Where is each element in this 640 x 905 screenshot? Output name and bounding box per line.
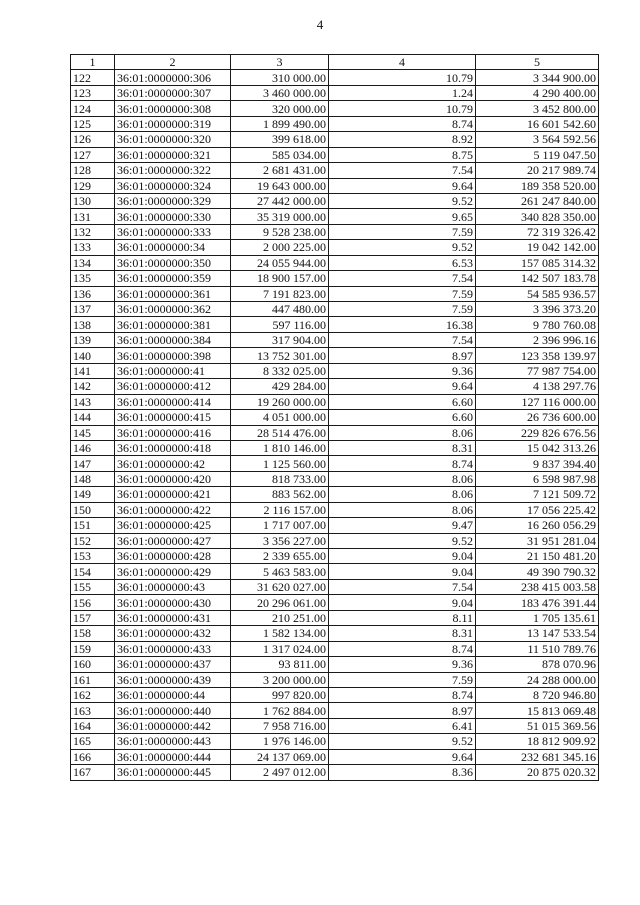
table-row <box>71 749 599 764</box>
value-cell: 3 200 000.00 <box>231 672 329 687</box>
value-cell: 18 900 157.00 <box>231 271 329 286</box>
cadastral-number-cell: 36:01:0000000:329 <box>115 193 231 208</box>
rate-cell: 8.74 <box>329 456 476 471</box>
row-number-cell: 140 <box>71 348 115 363</box>
row-number-cell: 126 <box>71 132 115 147</box>
table-row <box>71 734 599 749</box>
total-cell: 19 042 142.00 <box>476 240 599 255</box>
total-cell: 20 217 989.74 <box>476 163 599 178</box>
total-cell: 11 510 789.76 <box>476 641 599 656</box>
table-row <box>71 595 599 610</box>
rate-cell: 8.74 <box>329 687 476 702</box>
cadastral-number-cell: 36:01:0000000:443 <box>115 734 231 749</box>
row-number-cell: 130 <box>71 193 115 208</box>
row-number-cell: 133 <box>71 240 115 255</box>
value-cell: 5 463 583.00 <box>231 564 329 579</box>
value-cell: 35 319 000.00 <box>231 209 329 224</box>
table-row <box>71 332 599 347</box>
cadastral-number-cell: 36:01:0000000:430 <box>115 595 231 610</box>
table-row <box>71 425 599 440</box>
total-cell: 13 147 533.54 <box>476 626 599 641</box>
total-cell: 9 780 760.08 <box>476 317 599 332</box>
row-number-cell: 134 <box>71 255 115 270</box>
table-row <box>71 209 599 224</box>
cadastral-number-cell: 36:01:0000000:44 <box>115 687 231 702</box>
row-number-cell: 158 <box>71 626 115 641</box>
row-number-cell: 122 <box>71 70 115 85</box>
table-row <box>71 410 599 425</box>
cadastral-number-cell: 36:01:0000000:308 <box>115 101 231 116</box>
table-header <box>71 55 599 70</box>
rate-cell: 9.65 <box>329 209 476 224</box>
table-row <box>71 394 599 409</box>
cadastral-number-cell: 36:01:0000000:415 <box>115 410 231 425</box>
cadastral-number-cell: 36:01:0000000:442 <box>115 718 231 733</box>
value-cell: 818 733.00 <box>231 471 329 486</box>
rate-cell: 7.54 <box>329 163 476 178</box>
row-number-cell: 165 <box>71 734 115 749</box>
rate-cell: 10.79 <box>329 70 476 85</box>
cadastral-number-cell: 36:01:0000000:324 <box>115 178 231 193</box>
row-number-cell: 150 <box>71 502 115 517</box>
row-number-cell: 146 <box>71 440 115 455</box>
value-cell: 2 339 655.00 <box>231 549 329 564</box>
cadastral-number-cell: 36:01:0000000:445 <box>115 765 231 780</box>
row-number-cell: 161 <box>71 672 115 687</box>
total-cell: 8 720 946.80 <box>476 687 599 702</box>
total-cell: 5 119 047.50 <box>476 147 599 162</box>
row-number-cell: 159 <box>71 641 115 656</box>
total-cell: 6 598 987.98 <box>476 471 599 486</box>
rate-cell: 8.06 <box>329 487 476 502</box>
cadastral-number-cell: 36:01:0000000:429 <box>115 564 231 579</box>
rate-cell: 9.52 <box>329 533 476 548</box>
rate-cell: 7.59 <box>329 224 476 239</box>
cadastral-number-cell: 36:01:0000000:439 <box>115 672 231 687</box>
cadastral-number-cell: 36:01:0000000:444 <box>115 749 231 764</box>
row-number-cell: 163 <box>71 703 115 718</box>
rate-cell: 7.59 <box>329 286 476 301</box>
cadastral-number-cell: 36:01:0000000:432 <box>115 626 231 641</box>
rate-cell: 9.36 <box>329 657 476 672</box>
rate-cell: 9.64 <box>329 749 476 764</box>
row-number-cell: 123 <box>71 85 115 100</box>
total-cell: 4 290 400.00 <box>476 85 599 100</box>
table-row <box>71 564 599 579</box>
total-cell: 15 813 069.48 <box>476 703 599 718</box>
total-cell: 18 812 909.92 <box>476 734 599 749</box>
cadastral-number-cell: 36:01:0000000:420 <box>115 471 231 486</box>
cadastral-number-cell: 36:01:0000000:320 <box>115 132 231 147</box>
rate-cell: 8.06 <box>329 502 476 517</box>
row-number-cell: 157 <box>71 610 115 625</box>
rate-cell: 9.52 <box>329 240 476 255</box>
value-cell: 447 480.00 <box>231 302 329 317</box>
rate-cell: 6.53 <box>329 255 476 270</box>
cadastral-number-cell: 36:01:0000000:425 <box>115 518 231 533</box>
cadastral-number-cell: 36:01:0000000:416 <box>115 425 231 440</box>
row-number-cell: 137 <box>71 302 115 317</box>
total-cell: 16 601 542.60 <box>476 116 599 131</box>
cadastral-number-cell: 36:01:0000000:359 <box>115 271 231 286</box>
rate-cell: 9.52 <box>329 734 476 749</box>
row-number-cell: 128 <box>71 163 115 178</box>
column-header: 5 <box>476 55 599 70</box>
rate-cell: 8.11 <box>329 610 476 625</box>
cadastral-number-cell: 36:01:0000000:427 <box>115 533 231 548</box>
rate-cell: 7.59 <box>329 672 476 687</box>
rate-cell: 8.97 <box>329 348 476 363</box>
value-cell: 27 442 000.00 <box>231 193 329 208</box>
data-table <box>70 54 599 781</box>
row-number-cell: 139 <box>71 332 115 347</box>
row-number-cell: 147 <box>71 456 115 471</box>
row-number-cell: 153 <box>71 549 115 564</box>
cadastral-number-cell: 36:01:0000000:398 <box>115 348 231 363</box>
table-row <box>71 163 599 178</box>
cadastral-number-cell: 36:01:0000000:414 <box>115 394 231 409</box>
value-cell: 24 137 069.00 <box>231 749 329 764</box>
cadastral-number-cell: 36:01:0000000:437 <box>115 657 231 672</box>
value-cell: 2 497 012.00 <box>231 765 329 780</box>
table-row <box>71 502 599 517</box>
row-number-cell: 155 <box>71 579 115 594</box>
value-cell: 1 125 560.00 <box>231 456 329 471</box>
cadastral-number-cell: 36:01:0000000:350 <box>115 255 231 270</box>
rate-cell: 6.60 <box>329 394 476 409</box>
table-row <box>71 487 599 502</box>
column-header: 3 <box>231 55 329 70</box>
total-cell: 20 875 020.32 <box>476 765 599 780</box>
table-row <box>71 255 599 270</box>
cadastral-number-cell: 36:01:0000000:307 <box>115 85 231 100</box>
table-row <box>71 626 599 641</box>
row-number-cell: 160 <box>71 657 115 672</box>
row-number-cell: 166 <box>71 749 115 764</box>
value-cell: 2 000 225.00 <box>231 240 329 255</box>
value-cell: 317 904.00 <box>231 332 329 347</box>
value-cell: 3 460 000.00 <box>231 85 329 100</box>
value-cell: 13 752 301.00 <box>231 348 329 363</box>
value-cell: 1 810 146.00 <box>231 440 329 455</box>
value-cell: 429 284.00 <box>231 379 329 394</box>
value-cell: 210 251.00 <box>231 610 329 625</box>
total-cell: 157 085 314.32 <box>476 255 599 270</box>
total-cell: 183 476 391.44 <box>476 595 599 610</box>
value-cell: 597 116.00 <box>231 317 329 332</box>
table-row <box>71 610 599 625</box>
value-cell: 1 976 146.00 <box>231 734 329 749</box>
row-number-cell: 141 <box>71 363 115 378</box>
rate-cell: 10.79 <box>329 101 476 116</box>
table-row <box>71 193 599 208</box>
table-body <box>71 70 599 780</box>
rate-cell: 7.59 <box>329 302 476 317</box>
row-number-cell: 152 <box>71 533 115 548</box>
table-row <box>71 348 599 363</box>
value-cell: 93 811.00 <box>231 657 329 672</box>
table-row <box>71 641 599 656</box>
value-cell: 19 260 000.00 <box>231 394 329 409</box>
cadastral-number-cell: 36:01:0000000:412 <box>115 379 231 394</box>
cadastral-number-cell: 36:01:0000000:361 <box>115 286 231 301</box>
row-number-cell: 131 <box>71 209 115 224</box>
table-row <box>71 70 599 85</box>
total-cell: 72 319 326.42 <box>476 224 599 239</box>
rate-cell: 9.64 <box>329 178 476 193</box>
cadastral-number-cell: 36:01:0000000:333 <box>115 224 231 239</box>
value-cell: 1 717 007.00 <box>231 518 329 533</box>
rate-cell: 7.54 <box>329 332 476 347</box>
total-cell: 24 288 000.00 <box>476 672 599 687</box>
rate-cell: 8.06 <box>329 425 476 440</box>
rate-cell: 9.04 <box>329 549 476 564</box>
table-row <box>71 657 599 672</box>
value-cell: 19 643 000.00 <box>231 178 329 193</box>
table-row <box>71 765 599 780</box>
rate-cell: 8.92 <box>329 132 476 147</box>
rate-cell: 8.06 <box>329 471 476 486</box>
table-row <box>71 101 599 116</box>
value-cell: 585 034.00 <box>231 147 329 162</box>
row-number-cell: 125 <box>71 116 115 131</box>
column-header: 2 <box>115 55 231 70</box>
total-cell: 17 056 225.42 <box>476 502 599 517</box>
total-cell: 4 138 297.76 <box>476 379 599 394</box>
row-number-cell: 142 <box>71 379 115 394</box>
row-number-cell: 144 <box>71 410 115 425</box>
total-cell: 54 585 936.57 <box>476 286 599 301</box>
rate-cell: 9.52 <box>329 193 476 208</box>
table-row <box>71 703 599 718</box>
table-row <box>71 718 599 733</box>
value-cell: 4 051 000.00 <box>231 410 329 425</box>
total-cell: 127 116 000.00 <box>476 394 599 409</box>
cadastral-number-cell: 36:01:0000000:421 <box>115 487 231 502</box>
cadastral-number-cell: 36:01:0000000:428 <box>115 549 231 564</box>
table-row <box>71 178 599 193</box>
cadastral-number-cell: 36:01:0000000:42 <box>115 456 231 471</box>
table-row <box>71 240 599 255</box>
total-cell: 26 736 600.00 <box>476 410 599 425</box>
header-row <box>71 55 599 70</box>
value-cell: 997 820.00 <box>231 687 329 702</box>
rate-cell: 8.74 <box>329 116 476 131</box>
row-number-cell: 149 <box>71 487 115 502</box>
cadastral-number-cell: 36:01:0000000:433 <box>115 641 231 656</box>
row-number-cell: 156 <box>71 595 115 610</box>
value-cell: 7 191 823.00 <box>231 286 329 301</box>
value-cell: 31 620 027.00 <box>231 579 329 594</box>
table-row <box>71 672 599 687</box>
rate-cell: 7.54 <box>329 579 476 594</box>
row-number-cell: 132 <box>71 224 115 239</box>
value-cell: 20 296 061.00 <box>231 595 329 610</box>
cadastral-number-cell: 36:01:0000000:418 <box>115 440 231 455</box>
value-cell: 1 762 884.00 <box>231 703 329 718</box>
total-cell: 3 564 592.56 <box>476 132 599 147</box>
total-cell: 77 987 754.00 <box>476 363 599 378</box>
rate-cell: 9.36 <box>329 363 476 378</box>
table-row <box>71 116 599 131</box>
cadastral-number-cell: 36:01:0000000:43 <box>115 579 231 594</box>
value-cell: 320 000.00 <box>231 101 329 116</box>
cadastral-number-cell: 36:01:0000000:431 <box>115 610 231 625</box>
rate-cell: 9.64 <box>329 379 476 394</box>
total-cell: 229 826 676.56 <box>476 425 599 440</box>
rate-cell: 9.04 <box>329 564 476 579</box>
cadastral-number-cell: 36:01:0000000:362 <box>115 302 231 317</box>
total-cell: 1 705 135.61 <box>476 610 599 625</box>
table-row <box>71 440 599 455</box>
total-cell: 189 358 520.00 <box>476 178 599 193</box>
cadastral-number-cell: 36:01:0000000:306 <box>115 70 231 85</box>
row-number-cell: 154 <box>71 564 115 579</box>
value-cell: 8 332 025.00 <box>231 363 329 378</box>
table-row <box>71 518 599 533</box>
table-row <box>71 687 599 702</box>
value-cell: 1 582 134.00 <box>231 626 329 641</box>
row-number-cell: 135 <box>71 271 115 286</box>
total-cell: 15 042 313.26 <box>476 440 599 455</box>
value-cell: 883 562.00 <box>231 487 329 502</box>
rate-cell: 8.31 <box>329 626 476 641</box>
rate-cell: 8.74 <box>329 641 476 656</box>
value-cell: 2 681 431.00 <box>231 163 329 178</box>
total-cell: 238 415 003.58 <box>476 579 599 594</box>
rate-cell: 8.75 <box>329 147 476 162</box>
value-cell: 24 055 944.00 <box>231 255 329 270</box>
total-cell: 2 396 996.16 <box>476 332 599 347</box>
total-cell: 142 507 183.78 <box>476 271 599 286</box>
row-number-cell: 148 <box>71 471 115 486</box>
table-row <box>71 533 599 548</box>
table-row <box>71 579 599 594</box>
total-cell: 878 070.96 <box>476 657 599 672</box>
rate-cell: 7.54 <box>329 271 476 286</box>
value-cell: 3 356 227.00 <box>231 533 329 548</box>
row-number-cell: 129 <box>71 178 115 193</box>
rate-cell: 9.04 <box>329 595 476 610</box>
table-row <box>71 302 599 317</box>
cadastral-number-cell: 36:01:0000000:321 <box>115 147 231 162</box>
total-cell: 3 344 900.00 <box>476 70 599 85</box>
total-cell: 9 837 394.40 <box>476 456 599 471</box>
value-cell: 28 514 476.00 <box>231 425 329 440</box>
value-cell: 310 000.00 <box>231 70 329 85</box>
cadastral-number-cell: 36:01:0000000:322 <box>115 163 231 178</box>
rate-cell: 9.47 <box>329 518 476 533</box>
table-row <box>71 147 599 162</box>
table-row <box>71 363 599 378</box>
total-cell: 232 681 345.16 <box>476 749 599 764</box>
total-cell: 340 828 350.00 <box>476 209 599 224</box>
value-cell: 399 618.00 <box>231 132 329 147</box>
table-row <box>71 317 599 332</box>
cadastral-number-cell: 36:01:0000000:384 <box>115 332 231 347</box>
total-cell: 31 951 281.04 <box>476 533 599 548</box>
table-row <box>71 379 599 394</box>
row-number-cell: 164 <box>71 718 115 733</box>
column-header: 1 <box>71 55 115 70</box>
row-number-cell: 151 <box>71 518 115 533</box>
row-number-cell: 138 <box>71 317 115 332</box>
table-row <box>71 286 599 301</box>
rate-cell: 16.38 <box>329 317 476 332</box>
cadastral-number-cell: 36:01:0000000:330 <box>115 209 231 224</box>
rate-cell: 1.24 <box>329 85 476 100</box>
total-cell: 7 121 509.72 <box>476 487 599 502</box>
total-cell: 3 396 373.20 <box>476 302 599 317</box>
table-row <box>71 85 599 100</box>
table-row <box>71 224 599 239</box>
rate-cell: 8.36 <box>329 765 476 780</box>
value-cell: 9 528 238.00 <box>231 224 329 239</box>
total-cell: 51 015 369.56 <box>476 718 599 733</box>
cadastral-number-cell: 36:01:0000000:34 <box>115 240 231 255</box>
row-number-cell: 145 <box>71 425 115 440</box>
row-number-cell: 167 <box>71 765 115 780</box>
row-number-cell: 143 <box>71 394 115 409</box>
total-cell: 3 452 800.00 <box>476 101 599 116</box>
cadastral-number-cell: 36:01:0000000:440 <box>115 703 231 718</box>
total-cell: 49 390 790.32 <box>476 564 599 579</box>
cadastral-number-cell: 36:01:0000000:422 <box>115 502 231 517</box>
rate-cell: 8.97 <box>329 703 476 718</box>
row-number-cell: 127 <box>71 147 115 162</box>
table-row <box>71 456 599 471</box>
page-number: 4 <box>316 17 324 32</box>
value-cell: 1 317 024.00 <box>231 641 329 656</box>
row-number-cell: 124 <box>71 101 115 116</box>
table-row <box>71 549 599 564</box>
table-row <box>71 471 599 486</box>
row-number-cell: 162 <box>71 687 115 702</box>
total-cell: 123 358 139.97 <box>476 348 599 363</box>
table-row <box>71 132 599 147</box>
table-row <box>71 271 599 286</box>
column-header: 4 <box>329 55 476 70</box>
value-cell: 7 958 716.00 <box>231 718 329 733</box>
value-cell: 1 899 490.00 <box>231 116 329 131</box>
total-cell: 16 260 056.29 <box>476 518 599 533</box>
cadastral-number-cell: 36:01:0000000:41 <box>115 363 231 378</box>
total-cell: 21 150 481.20 <box>476 549 599 564</box>
value-cell: 2 116 157.00 <box>231 502 329 517</box>
cadastral-number-cell: 36:01:0000000:319 <box>115 116 231 131</box>
total-cell: 261 247 840.00 <box>476 193 599 208</box>
rate-cell: 8.31 <box>329 440 476 455</box>
row-number-cell: 136 <box>71 286 115 301</box>
cadastral-number-cell: 36:01:0000000:381 <box>115 317 231 332</box>
rate-cell: 6.60 <box>329 410 476 425</box>
rate-cell: 6.41 <box>329 718 476 733</box>
